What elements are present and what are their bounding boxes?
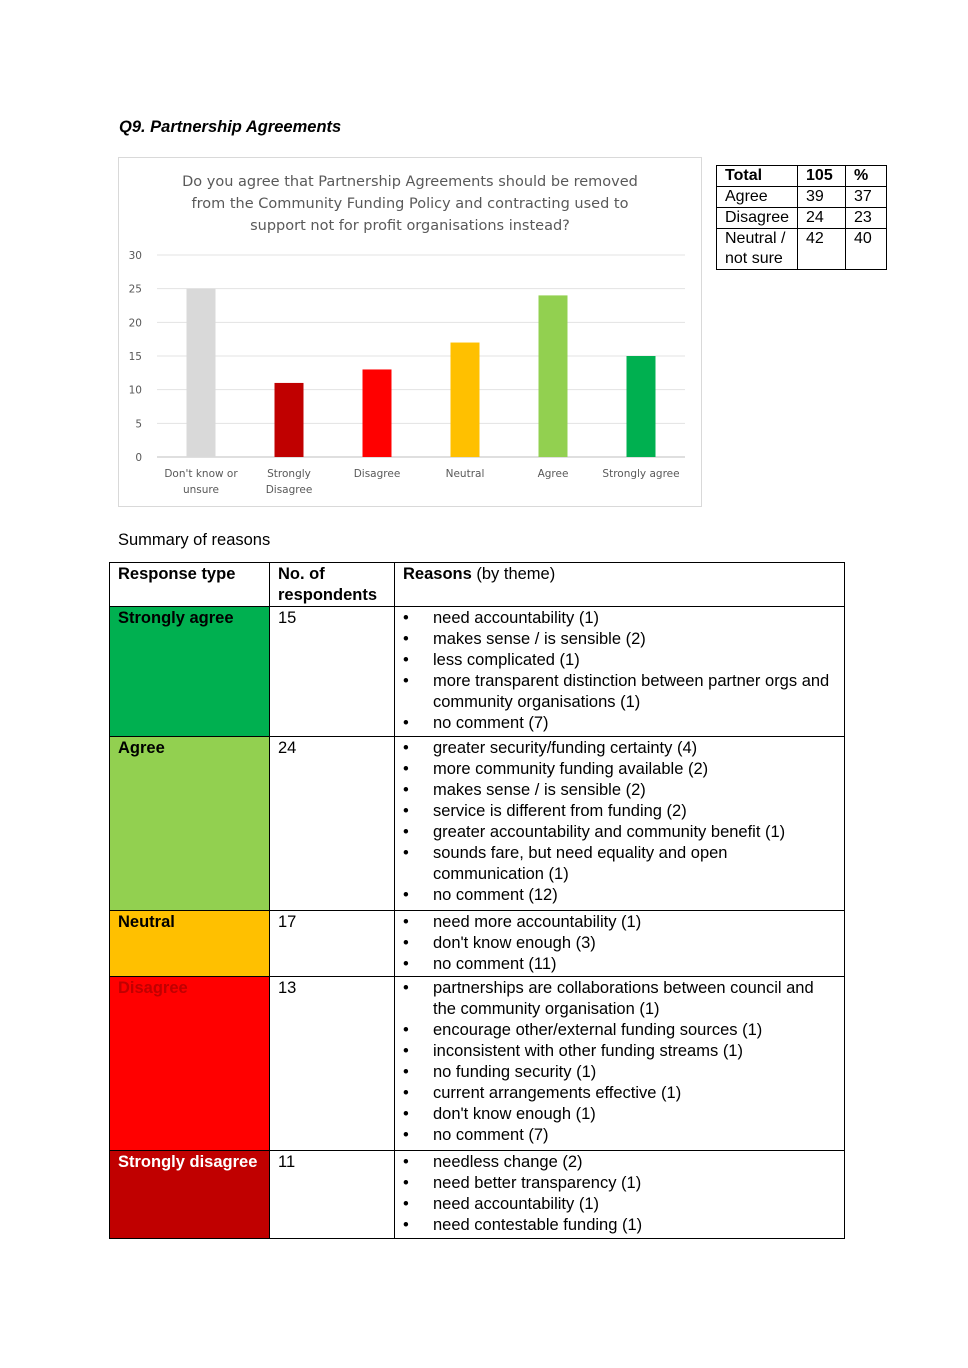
reason-item: • inconsistent with other funding streams (1) <box>403 1041 836 1062</box>
y-tick-label: 15 <box>128 351 142 363</box>
totals-row-percent: 37 <box>846 187 887 208</box>
response-type-cell: Strongly agree <box>110 607 270 737</box>
totals-row-count: 42 <box>798 229 846 270</box>
chart-title-line: Do you agree that Partnership Agreements should be removed <box>182 174 638 190</box>
totals-table <box>716 165 887 270</box>
response-row <box>110 607 845 737</box>
totals-row-count: 39 <box>798 187 846 208</box>
reason-item: • no comment (12) <box>403 885 836 906</box>
reason-item: • no comment (11) <box>403 954 836 975</box>
totals-row-count: 24 <box>798 208 846 229</box>
summary-label: Summary of reasons <box>118 531 271 549</box>
reasons-cell <box>395 911 845 977</box>
reason-item: • don't know enough (1) <box>403 1104 836 1125</box>
reasons-list <box>403 912 836 975</box>
totals-header-row <box>717 166 887 187</box>
bar-chart <box>118 157 702 507</box>
reason-item: • more community funding available (2) <box>403 759 836 780</box>
response-row <box>110 1151 845 1239</box>
chart-title-line: support not for profit organisations instead? <box>250 218 570 234</box>
reason-item: • need accountability (1) <box>403 608 836 629</box>
y-tick-label: 10 <box>128 384 142 397</box>
reason-item: • greater accountability and community benefit (1) <box>403 822 836 843</box>
y-tick-label: 5 <box>135 418 142 431</box>
totals-row-percent: 23 <box>846 208 887 229</box>
y-tick-label: 0 <box>135 452 142 464</box>
response-type-cell: Neutral <box>110 911 270 977</box>
reasons-list <box>403 1152 836 1236</box>
reasons-cell <box>395 737 845 911</box>
reasons-list <box>403 608 836 734</box>
reason-item: • more transparent distinction between partner orgs and community organisations (1) <box>403 671 836 713</box>
respondent-count-cell: 11 <box>270 1151 395 1239</box>
bar <box>451 343 480 457</box>
y-tick-label: 20 <box>128 317 142 330</box>
x-tick-label: Neutral <box>445 468 485 480</box>
header-reasons <box>395 563 845 607</box>
bar <box>363 369 392 457</box>
response-type-cell: Disagree <box>110 977 270 1151</box>
x-tick-label: Strongly <box>267 468 311 480</box>
bar <box>627 356 656 457</box>
respondent-count-cell: 17 <box>270 911 395 977</box>
section-heading: Q9. Partnership Agreements <box>119 118 342 136</box>
totals-header-label: Total <box>717 166 798 187</box>
reason-item: • no comment (7) <box>403 1125 836 1146</box>
reasons-table <box>109 562 845 1239</box>
response-type-cell: Agree <box>110 737 270 911</box>
reason-item: • makes sense / is sensible (2) <box>403 780 836 801</box>
reasons-header-row <box>110 563 845 607</box>
reason-item: • makes sense / is sensible (2) <box>403 629 836 650</box>
x-tick-label: Don't know or <box>164 468 238 480</box>
reason-item: • less complicated (1) <box>403 650 836 671</box>
header-response-type: Response type <box>110 563 270 607</box>
y-tick-label: 30 <box>128 250 142 262</box>
respondent-count-cell: 13 <box>270 977 395 1151</box>
reason-item: • need better transparency (1) <box>403 1173 836 1194</box>
header-reasons-bold: Reasons <box>403 565 472 583</box>
totals-row <box>717 208 887 229</box>
totals-header-percent: % <box>846 166 887 187</box>
reasons-cell <box>395 607 845 737</box>
header-respondents: No. of respondents <box>270 563 395 607</box>
totals-row-label: Agree <box>717 187 798 208</box>
reason-item: • don't know enough (3) <box>403 933 836 954</box>
x-tick-label: Disagree <box>353 468 401 480</box>
bar <box>539 295 568 457</box>
chart-plot <box>119 158 703 508</box>
totals-row-label: Disagree <box>717 208 798 229</box>
response-row <box>110 977 845 1151</box>
reasons-cell <box>395 1151 845 1239</box>
reason-item: • sounds fare, but need equality and open communication (1) <box>403 843 836 885</box>
x-tick-label: unsure <box>183 484 219 496</box>
reason-item: • service is different from funding (2) <box>403 801 836 822</box>
response-row <box>110 737 845 911</box>
reason-item: • partnerships are collaborations between council and the community organisation (1) <box>403 978 836 1020</box>
reason-item: • need accountability (1) <box>403 1194 836 1215</box>
totals-row <box>717 187 887 208</box>
reason-item: • need contestable funding (1) <box>403 1215 836 1236</box>
reason-item: • no funding security (1) <box>403 1062 836 1083</box>
reason-item: • greater security/funding certainty (4) <box>403 738 836 759</box>
totals-row-percent: 40 <box>846 229 887 270</box>
reason-item: • encourage other/external funding sources (1) <box>403 1020 836 1041</box>
response-row <box>110 911 845 977</box>
y-tick-label: 25 <box>128 283 142 296</box>
x-tick-label: Strongly agree <box>602 468 680 480</box>
header-reasons-rest: (by theme) <box>471 565 556 583</box>
response-type-cell: Strongly disagree <box>110 1151 270 1239</box>
totals-row-label: Neutral / not sure <box>717 229 798 270</box>
reason-item: • needless change (2) <box>403 1152 836 1173</box>
reason-item: • current arrangements effective (1) <box>403 1083 836 1104</box>
reason-item: • no comment (7) <box>403 713 836 734</box>
totals-header-count: 105 <box>798 166 846 187</box>
respondent-count-cell: 24 <box>270 737 395 911</box>
bar <box>275 383 304 457</box>
x-tick-label: Disagree <box>265 484 313 496</box>
respondent-count-cell: 15 <box>270 607 395 737</box>
reason-item: • need more accountability (1) <box>403 912 836 933</box>
reasons-cell <box>395 977 845 1151</box>
totals-row <box>717 229 887 270</box>
reasons-list <box>403 738 836 906</box>
reasons-list <box>403 978 836 1146</box>
bar <box>187 289 216 457</box>
x-tick-label: Agree <box>537 468 569 480</box>
chart-title-line: from the Community Funding Policy and contracting used to <box>191 196 629 212</box>
